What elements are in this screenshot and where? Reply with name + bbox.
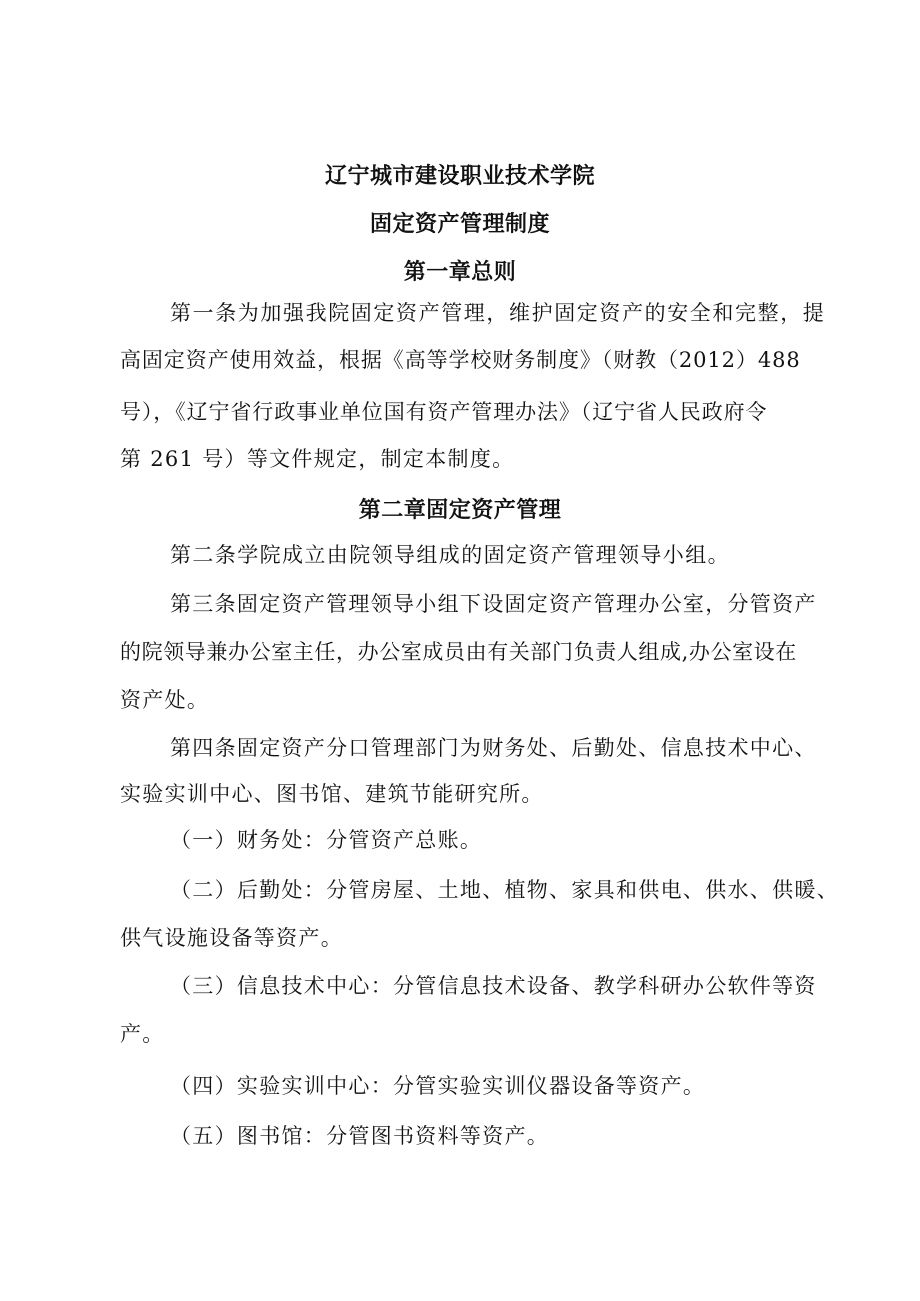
school-title: 辽宁城市建设职业技术学院 bbox=[324, 164, 595, 189]
item-3-line-2: 产。 bbox=[120, 1022, 165, 1046]
article-1-line-2: 高固定资产使用效益，根据《高等学校财务制度》（财教（2012）488 bbox=[120, 348, 801, 372]
chapter-2-heading: 第二章固定资产管理 bbox=[358, 498, 562, 523]
article-3-line-2: 的院领导兼办公室主任，办公室成员由有关部门负责人组成,办公室设在 bbox=[120, 640, 797, 664]
article-1-line-1: 第一条为加强我院固定资产管理，维护固定资产的安全和完整，提 bbox=[170, 301, 826, 325]
article-3-line-3: 资产处。 bbox=[120, 688, 210, 712]
item-2-line-1: （二）后勤处：分管房屋、土地、植物、家具和供电、供水、供暖、 bbox=[170, 878, 839, 902]
article-4-line-2: 实验实训中心、图书馆、建筑节能研究所。 bbox=[120, 782, 544, 806]
item-2-line-2: 供气设施设备等资产。 bbox=[120, 926, 343, 950]
item-5: （五）图书馆：分管图书资料等资产。 bbox=[170, 1124, 550, 1148]
article-1-line-3: 号），《辽宁省行政事业单位国有资产管理办法》（辽宁省人民政府令 bbox=[120, 400, 768, 424]
article-2: 第二条学院成立由院领导组成的固定资产管理领导小组。 bbox=[170, 543, 730, 567]
chapter-1-heading: 第一章总则 bbox=[403, 260, 517, 285]
document-title: 固定资产管理制度 bbox=[369, 212, 550, 237]
article-1-line-4: 第 261 号）等文件规定，制定本制度。 bbox=[120, 447, 515, 471]
item-3-line-1: （三）信息技术中心：分管信息技术设备、教学科研办公软件等资 bbox=[170, 974, 817, 998]
article-3-line-1: 第三条固定资产管理领导小组下设固定资产管理办公室，分管资产 bbox=[170, 592, 817, 616]
item-1: （一）财务处：分管资产总账。 bbox=[170, 828, 483, 852]
item-4: （四）实验实训中心：分管实验实训仪器设备等资产。 bbox=[170, 1074, 706, 1098]
article-4-line-1: 第四条固定资产分口管理部门为财务处、后勤处、信息技术中心、 bbox=[170, 736, 817, 760]
